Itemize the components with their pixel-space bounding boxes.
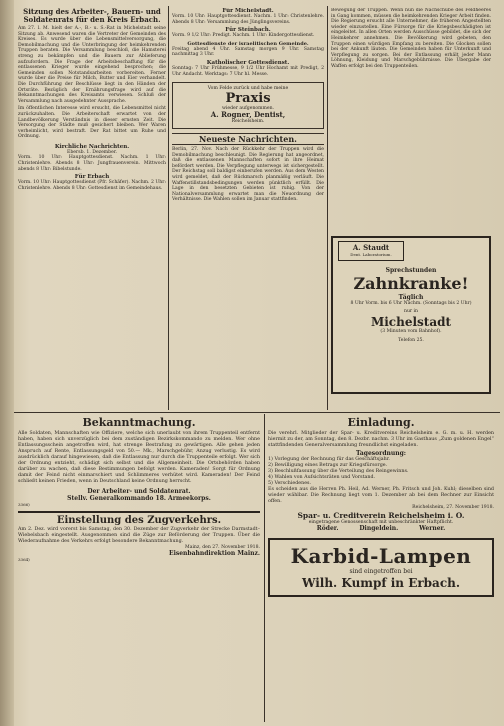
agenda-item: 4) Wahlen von Aufsichtsräten und Vorstand.: [268, 475, 376, 480]
agenda-title: Tagesordnung:: [355, 450, 407, 457]
section-divider: [14, 412, 500, 413]
dental-lab-name: A. Staudt: [352, 243, 390, 252]
invitation-title: Einladung.: [347, 416, 415, 429]
dentist-ad-resumed: wieder aufgenommen.: [221, 105, 275, 111]
column-middle: [172, 8, 324, 408]
michelstadt-services-body: Vorm. 10 Uhr: Hauptgottesdienst. Nachm. 1 Uhr: Christenlehre. Abends 8 Uhr: Versammlung des Jünglingsvereins.: [172, 14, 324, 25]
dentist-ad-headline: Praxis: [225, 90, 271, 106]
council-meeting-body: Am 27. l. M. hielt der A.-, B.- u. S.-Rat in Michelstadt seine Sitzung ab. Anwesend waren die Vertreter der Gemeinden des Kreises. Es wurde über die Lebensmittelversorgung, die Demobilmachung und die Unterbringung der heimkehrenden Truppen beraten. Die Versammlung beschloß, die Hamsterei streng zu bekämpfen und die Bauern zur Ablieferung aufzufordern. Die Frage der Arbeitsbeschaffung für die entlassenen Krieger wurde eingehend besprochen; die Gemeinden sollen Notstandsarbeiten vorbereiten. Ferner wurde über die Preise für Milch, Butter und Eier verhandelt. Die Durchführung der Beschlüsse liegt in den Händen der Ortsräte. Bezüglich der Ernährungsfrage wird auf die Bekanntmachungen des Kreisamts verwiesen. Schluß der Versammlung nach ausgedehnter Aussprache.: [18, 26, 166, 104]
catholic-services-title: Katholischer Gottesdienst.: [206, 59, 290, 66]
carbide-lamps-arrived: sind eingetroffen bei: [349, 568, 413, 576]
invitation-column: [268, 416, 494, 722]
dental-lab-sub: Dent. Laboratorium.: [350, 252, 392, 257]
daily-label: Täglich: [398, 293, 424, 301]
notice-column: [18, 416, 260, 722]
train-suspension-date: Mainz, den 27. November 1918.: [185, 544, 260, 550]
troops-article-body: Bewegung der Truppen. Wenn nun die Nachschübe des Feldheeres in Gang kommen, müssen die heimkehrenden Krieger Arbeit finden. Die Regierung ersucht alle Unternehmer, die früheren Angestellten wieder einzustellen. Eine Fürsorge für die Kriegsbeschädigten ist eingeleitet. In allen Orten werden Ausschüsse gebildet, die sich der Heimkehrer annehmen. Die Bevölkerung wird gebeten, den Truppen einen würdigen Empfang zu bereiten. Die Glocken sollen bei der Ankunft läuten. Die Gemeinden haben für Unterkunft und Verpflegung zu sorgen. Bei der Entlassung erhält jeder Mann Löhnung, Kleidung und Marschgebührnisse. Die Übergabe der Waffen erfolgt bei den Truppenteilen.: [331, 8, 491, 69]
invitation-date: Reichelsheim, 27. November 1918.: [412, 505, 494, 510]
train-suspension-title: Einstellung des Zugverkehrs.: [56, 514, 222, 526]
catholic-services-body: Sonntag: 7 Uhr Frühmesse, 9 1/2 Uhr Hochamt mit Predigt, 2 Uhr Andacht. Werktags: 7 Uhr hl. Messe.: [172, 65, 324, 77]
agenda-item: 5) Verschiedenes.: [268, 481, 312, 486]
council-meeting-title: Sitzung des Arbeiter-, Bauern- und Soldatenrats für den Kreis Erbach.: [23, 8, 161, 24]
council-meeting-body-2: Im öffentlichen Interesse wird ersucht, die Lebensmittel nicht zurückzuhalten. Die Arbeiterschaft erwartet von der Landbevölkerung Verständnis in dieser ernsten Zeit. Die Versorgung der Städte muß gesichert bleiben. Wer Waren verheimlicht, wird bestraft. Der Rat bittet um Ruhe und Ordnung.: [18, 106, 166, 140]
latest-news-body: Berlin, 27. Nov. Nach der Rückkehr der Truppen wird die Demobilmachung beschleunigt. Die Regierung hat angeordnet, daß die entlassenen Mannschaften sofort in ihre Heimat befördert werden. Die Verpflegung unterwegs ist sichergestellt. Der Reichstag soll baldigst einberufen werden. Aus dem Westen wird gemeldet, daß der Rückmarsch planmäßig verläuft. Die Waffenstillstandsbedingungen werden pünktlich erfüllt. Die Lage in den besetzten Gebieten ist ruhig. Von der Nationalversammlung erwartet man die Neuordnung der Verhältnisse. Die Wahlen sollen im Januar stattfinden.: [172, 146, 324, 203]
column-rule: [168, 6, 169, 410]
savings-bank-sub: eingetragene Genossenschaft mit unbeschränkter Haftpflicht.: [308, 519, 454, 525]
agenda-item: 2) Bewilligung eines Betrags zur Kriegsfürsorge.: [268, 463, 388, 468]
train-suspension-body: Am 2. Dez. wird vorerst bis Samstag, den 30. Dezember der Zugverkehr der Strecke Darmstadt–Wiebelsbach eingestellt. Ausgenommen sind die Züge zur Beförderung der Truppen. Über die Wiederaufnahme des Verkehrs erfolgt besondere Bekanntmachung.: [18, 526, 260, 544]
public-notice-body: Alle Soldaten, Mannschaften wie Offiziere, welche sich unerlaubt von ihrem Truppenteil entfernt haben, haben sich unverzüglich bei dem zuständigen Bezirkskommando zu melden. Wer ohne Entlassungsschein angetroffen wird, hat strenge Bestrafung zu gewärtigen. Alle gehen jeden Anspruch auf Rente, Entlassungsgeld von 50.— Mk., Marschgebühr, Anzug verlustig. Es wird ausdrücklich darauf hingewiesen, daß die Entlassung nur durch die Truppenteile erfolgt. Wer sich der Ordnung entzieht, schädigt sich selbst und die Allgemeinheit. Die Ortsbehörden haben darüber zu wachen, daß diese Bestimmungen befolgt werden. Kameraden! Sorgt für Ordnung damit der Feind nicht einmarschiert und Schlimmeres verhütet wird. Kameraden! Der Feind schließt keinen Frieden, wenn in Deutschland keine Ordnung herrscht.: [18, 431, 260, 484]
savings-bank-name: Spar- u. Creditverein Reichelsheim i. O.: [297, 510, 465, 520]
dental-lab-ad: [331, 236, 491, 394]
invitation-body: Die verehrl. Mitglieder der Spar- u. Kreditvereins Reichelsheim e. G. m. u. H. werden hiermit zu der, am Sonntag, den 8. Dezbr. nachm. 3 Uhr im Gasthaus „Zum goldenen Engel“ stattfindenden Generalversammlung freundlichst eingeladen.: [268, 431, 494, 448]
location-note: (3 Minuten vom Bahnhof).: [380, 328, 442, 334]
page-binding-edge: [0, 0, 14, 726]
jewish-services-title: Gottesdienste der israelitischen Gemeinde.: [187, 40, 309, 47]
column-left: [18, 8, 166, 408]
train-suspension-ref: 3364): [18, 557, 30, 563]
carbide-lamps-ad: [268, 538, 494, 597]
michelstadt-services-title: Für Michelstadt.: [222, 8, 274, 14]
steinbach-services-title: Für Steinbach.: [225, 27, 271, 34]
notice-separator: [18, 511, 260, 513]
public-notice-title: Bekanntmachung.: [82, 416, 196, 429]
michelstadt-town: Michelstadt: [370, 314, 452, 329]
public-notice-signatory: Der Arbeiter- und Soldatenrat.: [87, 488, 191, 495]
latest-news-title: Neueste Nachrichten.: [172, 133, 324, 145]
agenda-item: 1) Vorlegung der Rechnung für das Geschäftsjahr.: [268, 457, 390, 462]
erbach-services-title: Für Erbach: [74, 174, 110, 181]
public-notice-ref: 3366): [18, 502, 30, 507]
dentist-ad-name: A. Rogner, Dentist,: [210, 110, 286, 120]
jewish-services-body: Freitag abend 4 Uhr. Samstag morgen 9 Uhr. Samstag nachmittag 3 Uhr.: [172, 46, 324, 58]
column-rule: [327, 6, 328, 410]
agenda-list: [268, 457, 494, 487]
office-hours-label: Sprechstunden: [385, 266, 437, 274]
toothache-headline: Zahnkranke!: [353, 273, 469, 293]
steinbach-services-body: Vorm. 9 1/2 Uhr: Predigt. Nachm. 1 Uhr: Kindergottesdienst.: [172, 33, 315, 39]
carbide-lamps-seller: Wilh. Kumpf in Erbach.: [301, 576, 461, 591]
carbide-lamps-headline: Karbid-Lampen: [290, 544, 472, 569]
column-rule: [264, 414, 265, 722]
only-in-label: nur in: [403, 309, 418, 315]
erbach-services-body: Vorm. 10 Uhr: Hauptgottesdienst (Pfr. Schäfer). Nachm. 2 Uhr: Christenlehre. Abends 8 Uhr: Gottesdienst im Gemeindehaus.: [18, 180, 166, 191]
dental-lab-name-box: [338, 241, 404, 261]
dentist-ad-intro: Vom Felde zurück und habe meine: [207, 86, 289, 92]
telephone-number: Telefon 25.: [398, 338, 424, 344]
dentist-practice-ad: [172, 82, 324, 129]
church-news-title: Kirchliche Nachrichten.: [54, 143, 130, 150]
agenda-item: 3) Beschlußfassung über die Verteilung des Reingewinns.: [268, 469, 409, 474]
public-notice-command: Stellv. Generalkommando 18. Armeekorps.: [67, 495, 211, 502]
office-hours-times: 8 Uhr Vorm. bis 6 Uhr Nachm. (Sonntags bis 2 Uhr): [350, 300, 472, 306]
church-news-body: Vorm. 10 Uhr: Hauptgottesdienst. Nachm. 1 Uhr: Christenlehre. Abends 8 Uhr: Jungfrauenverein. Mittwoch abends 8 Uhr: Bibelstunde.: [18, 155, 166, 172]
board-names: Röder. Dingeldein. Werner.: [316, 525, 446, 533]
railway-directorate: Eisenbahndirektion Mainz.: [169, 550, 260, 558]
church-news-date: Ebersb. 1. Dezember.: [67, 149, 117, 155]
dentist-ad-place: Reichelsheim.: [231, 119, 265, 125]
column-right: [331, 8, 491, 408]
invitation-body-2: Es scheiden aus die Herren Ph. Heil, Ad. Werner, Ph. Fritsch und Joh. Kuhl; dieselben sind wieder wählbar. Die Rechnung liegt vom 1. Dezember ab bei dem Rechner zur Einsicht offen.: [268, 487, 494, 504]
